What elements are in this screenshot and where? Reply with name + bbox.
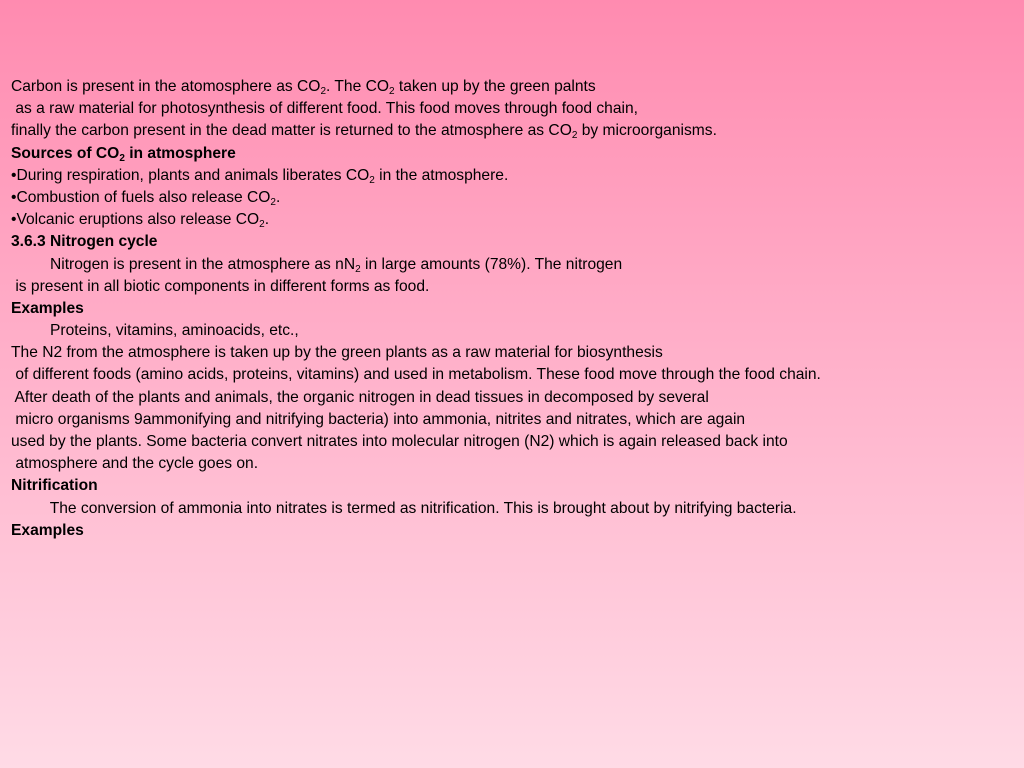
subscript: 2 bbox=[571, 130, 578, 142]
subscript: 2 bbox=[320, 86, 327, 97]
text-run: in the atmosphere. bbox=[374, 166, 509, 184]
text-line bbox=[11, 187, 1016, 209]
section-heading bbox=[11, 475, 1016, 497]
text-run: in large amounts (78%). The nitrogen bbox=[360, 255, 623, 273]
section-heading bbox=[11, 143, 1016, 165]
subscript: 2 bbox=[259, 219, 265, 231]
section-heading bbox=[11, 298, 1016, 320]
text-run: . bbox=[264, 211, 270, 229]
text-line bbox=[11, 98, 1016, 120]
text-line bbox=[11, 254, 1016, 276]
text-line bbox=[11, 387, 1016, 409]
text-line bbox=[11, 431, 1016, 453]
subscript: 2 bbox=[355, 263, 361, 275]
text-run: The N2 from the atmosphere is taken up by the green plants as a raw material for biosynthesis bbox=[11, 344, 663, 362]
text-run: by microorganisms. bbox=[577, 122, 717, 140]
text-line bbox=[11, 320, 1016, 342]
text-line bbox=[11, 120, 1016, 142]
text-run: Carbon is present in the atomosphere as CO bbox=[11, 78, 321, 95]
text-run: is present in all biotic components in different forms as food. bbox=[11, 277, 430, 295]
text-run: finally the carbon present in the dead matter is returned to the atmosphere as CO bbox=[11, 122, 572, 140]
text-run: 3.6.3 Nitrogen cycle bbox=[11, 233, 158, 251]
text-run: in atmosphere bbox=[124, 144, 236, 162]
text-run: •Combustion of fuels also release CO bbox=[11, 188, 271, 206]
text-line bbox=[11, 364, 1016, 386]
text-run: . The CO bbox=[326, 78, 389, 95]
text-run: of different foods (amino acids, proteins, vitamins) and used in metabolism. These food move through the food chain. bbox=[11, 366, 821, 384]
text-run: used by the plants. Some bacteria convert nitrates into molecular nitrogen (N2) which is again released back into bbox=[11, 433, 788, 450]
subscript: 2 bbox=[119, 152, 125, 164]
subscript: 2 bbox=[369, 174, 375, 186]
text-run: After death of the plants and animals, the organic nitrogen in dead tissues in decomposed by several bbox=[11, 388, 709, 406]
text-line bbox=[11, 76, 1016, 98]
text-run: Nitrogen is present in the atmosphere as nN bbox=[11, 255, 356, 273]
text-line bbox=[11, 453, 1016, 475]
text-line bbox=[11, 276, 1016, 298]
text-line bbox=[11, 165, 1016, 187]
text-run: Examples bbox=[11, 521, 84, 539]
text-line bbox=[11, 409, 1016, 431]
text-line bbox=[11, 498, 1016, 520]
text-run: taken up by the green palnts bbox=[394, 78, 596, 95]
text-run: •During respiration, plants and animals liberates CO bbox=[11, 166, 370, 184]
text-line bbox=[11, 209, 1016, 231]
text-run: atmosphere and the cycle goes on. bbox=[11, 455, 259, 473]
text-run: Proteins, vitamins, aminoacids, etc., bbox=[11, 322, 299, 340]
section-heading bbox=[11, 520, 1016, 542]
slide-text-body bbox=[11, 76, 1016, 542]
text-run: . bbox=[275, 188, 281, 206]
section-heading bbox=[11, 231, 1016, 253]
text-run: micro organisms 9ammonifying and nitrifying bacteria) into ammonia, nitrites and nitrates, which are again bbox=[11, 410, 746, 428]
text-run: Examples bbox=[11, 299, 84, 317]
subscript: 2 bbox=[270, 196, 276, 208]
text-run: as a raw material for photosynthesis of different food. This food moves through food chain, bbox=[11, 100, 638, 118]
subscript: 2 bbox=[389, 86, 395, 97]
text-run: Sources of CO bbox=[11, 144, 120, 162]
text-line bbox=[11, 342, 1016, 364]
text-run: •Volcanic eruptions also release CO bbox=[11, 211, 260, 229]
text-run: Nitrification bbox=[11, 477, 98, 495]
text-run: The conversion of ammonia into nitrates is termed as nitrification. This is brought about by nitrifying bacteria. bbox=[11, 499, 797, 517]
